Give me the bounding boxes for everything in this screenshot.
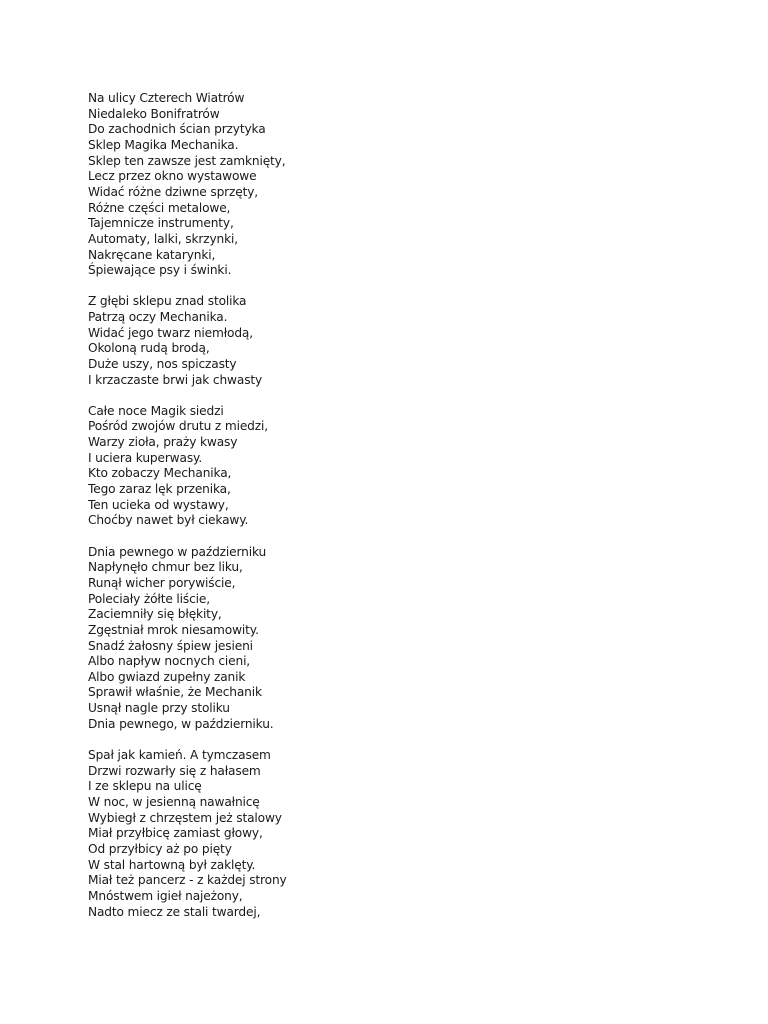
poem-line: Pośród zwojów drutu z miedzi,	[88, 419, 268, 434]
poem-line: I krzaczaste brwi jak chwasty	[88, 372, 263, 387]
poem-line: Duże uszy, nos spiczasty	[88, 357, 237, 371]
stanza-4	[88, 545, 688, 733]
poem-line: Niedaleko Bonifratrów	[88, 106, 220, 121]
poem-line: Zaciemniły się błękity,	[88, 607, 222, 622]
poem-line: Poleciały żółte liście,	[88, 591, 210, 606]
poem-line: Na ulicy Czterech Wiatrów	[88, 91, 245, 105]
poem-line: Kto zobaczy Mechanika,	[88, 466, 232, 481]
poem-line: Snadź żałosny śpiew jesieni	[88, 638, 253, 653]
stanza-3	[88, 404, 688, 529]
poem-line: Warzy zioła, praży kwasy	[88, 435, 238, 450]
poem-line: Miał przyłbicę zamiast głowy,	[88, 826, 263, 841]
poem-line: Miał też pancerz - z każdej strony	[88, 873, 287, 888]
poem-line: Do zachodnich ścian przytyka	[88, 122, 266, 137]
poem-line: Sprawił właśnie, że Mechanik	[88, 685, 262, 700]
poem-line: Różne części metalowe,	[88, 200, 231, 215]
poem-line: Automaty, lalki, skrzynki,	[88, 231, 238, 246]
poem-line: Widać różne dziwne sprzęty,	[88, 184, 259, 199]
poem-line: Albo gwiazd zupełny zanik	[88, 669, 246, 684]
poem-line: Drzwi rozwarły się z hałasem	[88, 763, 261, 778]
poem-line: Usnął nagle przy stoliku	[88, 701, 230, 716]
poem-line: I uciera kuperwasy.	[88, 450, 203, 465]
poem-line: I ze sklepu na ulicę	[88, 779, 202, 794]
stanza-5	[88, 748, 688, 920]
poem-line: W stal hartowną był zaklęty.	[88, 857, 256, 872]
poem-line: Wybiegł z chrzęstem jeż stalowy	[88, 810, 282, 825]
poem-text	[88, 91, 688, 920]
poem-line: Ten ucieka od wystawy,	[88, 497, 229, 512]
stanza-2	[88, 294, 688, 388]
poem-line: Od przyłbicy aż po pięty	[88, 841, 232, 856]
poem-line: Tego zaraz lęk przenika,	[88, 482, 231, 497]
poem-line: Dnia pewnego w październiku	[88, 544, 267, 559]
poem-line: Albo napływ nocnych cieni,	[88, 654, 251, 669]
poem-line: Zgęstniał mrok niesamowity.	[88, 622, 259, 637]
poem-line: Okoloną rudą brodą,	[88, 341, 210, 356]
poem-line: Nakręcane katarynki,	[88, 247, 216, 262]
poem-line: Całe noce Magik siedzi	[88, 403, 224, 418]
poem-line: Nadto miecz ze stali twardej,	[88, 904, 261, 919]
poem-line: W noc, w jesienną nawałnicę	[88, 794, 260, 809]
poem-line: Z głębi sklepu znad stolika	[88, 294, 247, 309]
poem-line: Runął wicher porywiście,	[88, 575, 236, 590]
poem-line: Śpiewające psy i świnki.	[88, 263, 232, 278]
poem-line: Dnia pewnego, w październiku.	[88, 716, 274, 731]
poem-line: Sklep ten zawsze jest zamknięty,	[88, 153, 286, 168]
poem-line: Napłynęło chmur bez liku,	[88, 560, 243, 575]
poem-line: Spał jak kamień. A tymczasem	[88, 747, 271, 762]
poem-line: Choćby nawet był ciekawy.	[88, 513, 249, 528]
stanza-1	[88, 91, 688, 279]
poem-line: Tajemnicze instrumenty,	[88, 216, 234, 231]
poem-line: Widać jego twarz niemłodą,	[88, 325, 253, 340]
poem-line: Sklep Magika Mechanika.	[88, 137, 239, 152]
poem-line: Mnóstwem igieł najeżony,	[88, 888, 243, 903]
poem-line: Patrzą oczy Mechanika.	[88, 310, 228, 325]
poem-line: Lecz przez okno wystawowe	[88, 169, 257, 184]
